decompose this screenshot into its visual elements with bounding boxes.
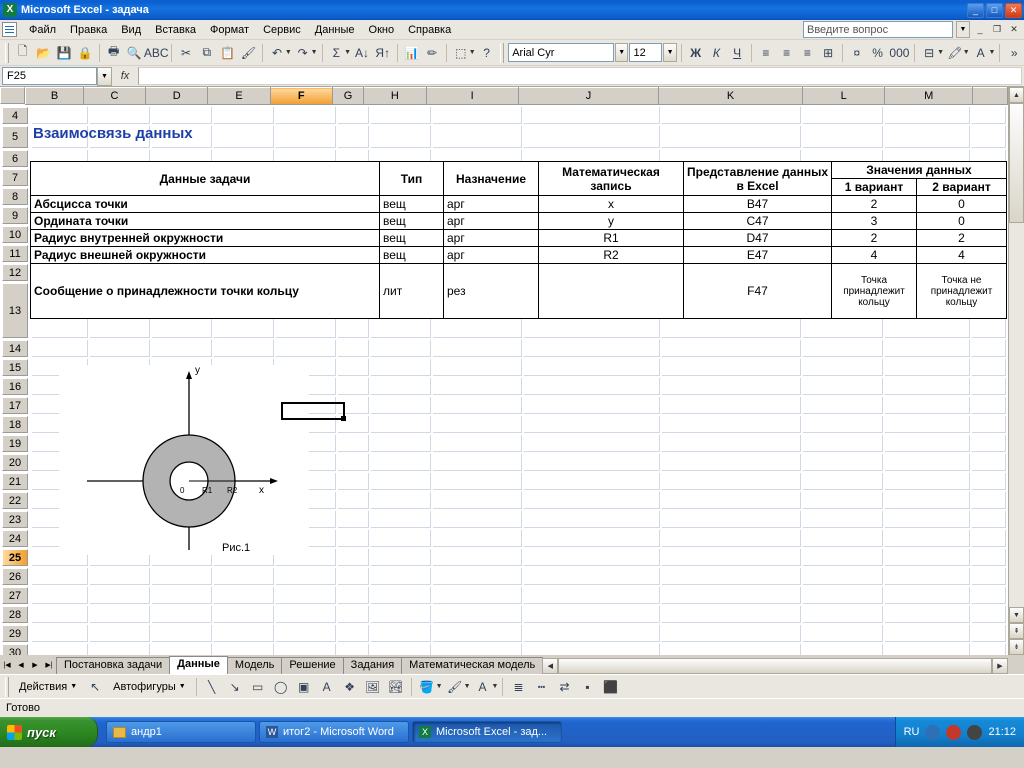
- status-text: Готово: [6, 702, 40, 714]
- drawing-icon[interactable]: ✏: [427, 45, 438, 60]
- taskbar-item-label: андр1: [131, 726, 162, 738]
- header-data-task: Данные задачи: [31, 162, 380, 196]
- formula-bar: [0, 66, 1024, 87]
- line-style-icon[interactable]: ≣: [513, 679, 524, 694]
- row-header-7[interactable]: 7: [2, 169, 28, 186]
- row-header-15[interactable]: 15: [2, 359, 28, 376]
- spreadsheet-area: [0, 87, 1024, 655]
- percent-icon[interactable]: %: [872, 45, 883, 60]
- row-header-10[interactable]: 10: [2, 226, 28, 243]
- vertical-scrollbar[interactable]: [1008, 87, 1024, 655]
- autoshapes-label: Автофигуры: [113, 680, 176, 693]
- bold-button[interactable]: Ж: [690, 45, 702, 60]
- task-buttons: [106, 721, 895, 743]
- header-variant-1: 1 вариант: [832, 179, 917, 196]
- sheet-tab-postanovka[interactable]: Постановка задачи: [56, 657, 170, 674]
- drawing-toolbar: Действия ▼ ↖ Автофигуры ▼ ╲ ↘ ▭ ◯ ▣ A ❖ 🖼 🏞 🪣 ▼ 🖌 ▼ A ▼ ≣ ┅ ⇄ ▪ ⬛: [0, 674, 1024, 698]
- menu-item-tools[interactable]: Сервис: [263, 23, 301, 36]
- row-math: R2: [539, 247, 684, 264]
- sheet-tab-reshenie[interactable]: Решение: [281, 657, 343, 674]
- row-header-14[interactable]: 14: [2, 340, 28, 357]
- undo-icon[interactable]: ↶: [271, 45, 283, 60]
- row-header-16[interactable]: 16: [2, 378, 28, 395]
- row-header-27[interactable]: 27: [2, 587, 28, 604]
- chart-wizard-icon[interactable]: 📊: [403, 45, 419, 60]
- italic-button[interactable]: К: [712, 45, 720, 60]
- row-type: вещ: [380, 213, 444, 230]
- row-excel: D47: [684, 230, 832, 247]
- start-button[interactable]: [0, 717, 98, 747]
- insert-function-icon[interactable]: fx: [120, 70, 130, 82]
- svg-text:x: x: [259, 485, 264, 496]
- row-variant-2: Точка не принадлежит кольцу: [917, 264, 1007, 319]
- row-math: [539, 264, 684, 319]
- row-header-12[interactable]: 12: [2, 264, 28, 281]
- 3d-style-icon[interactable]: ⬛: [603, 679, 618, 694]
- scroll-down-icon[interactable]: ▼: [1009, 607, 1024, 623]
- line-icon[interactable]: ╲: [208, 679, 216, 694]
- next-page-icon[interactable]: ⇟: [1009, 639, 1024, 655]
- svg-text:y: y: [195, 365, 200, 376]
- format-painter-icon[interactable]: 🖌: [240, 45, 256, 60]
- ring-diagram-svg: [59, 365, 309, 555]
- arrow-icon[interactable]: ↘: [229, 679, 240, 694]
- row-type: вещ: [380, 247, 444, 264]
- menu-right-group: [803, 21, 1024, 38]
- toolbar-grip[interactable]: [5, 43, 9, 63]
- folder-icon: [113, 727, 126, 738]
- table-header-row: [31, 162, 1007, 179]
- draw-actions-menu[interactable]: Действия ▼: [19, 680, 78, 693]
- row-header-30[interactable]: 30: [2, 644, 28, 655]
- column-header-M[interactable]: M: [885, 88, 973, 105]
- font-size-input[interactable]: 12: [629, 43, 662, 62]
- font-name-input[interactable]: Arial Cyr: [508, 43, 614, 62]
- svg-text:R1: R1: [202, 486, 213, 495]
- arrow-style-icon[interactable]: ⇄: [559, 679, 570, 694]
- row-header-29[interactable]: 29: [2, 625, 28, 642]
- picture-icon[interactable]: 🏞: [388, 679, 404, 694]
- column-header-C[interactable]: C: [83, 88, 145, 105]
- font-size-chevron-down-icon[interactable]: ▼: [663, 43, 677, 62]
- row-purpose: арг: [444, 247, 539, 264]
- rectangle-icon[interactable]: ▭: [252, 679, 264, 694]
- row-variant-1: 2: [832, 196, 917, 213]
- font-color-icon[interactable]: A: [976, 45, 985, 60]
- row-variant-1: 2: [832, 230, 917, 247]
- prev-page-icon[interactable]: ⇞: [1009, 623, 1024, 639]
- row-purpose: арг: [444, 230, 539, 247]
- row-header-18[interactable]: 18: [2, 416, 28, 433]
- new-icon[interactable]: 🗋: [17, 44, 28, 58]
- chevron-down-icon[interactable]: ▼: [956, 21, 970, 38]
- row-type: вещ: [380, 230, 444, 247]
- align-right-icon[interactable]: ≡: [803, 45, 811, 60]
- standard-toolbar: 🗋 📂 💾 🔒 🖶 🔍 ABC ✂ ⧉ 📋 🖌 ↶ ▼ ↷ ▼ Σ ▼ A↓ Я↑ 📊 ✏ ⬚ ▼ ? Arial Cyr ▼ 12 ▼ Ж К Ч ≡ ≡ ≡ ⊞ ¤ % 000 ⊟ ▼ 🖍 ▼ A ▼ »: [0, 40, 1024, 66]
- taskbar-item-label: Microsoft Excel - зад...: [436, 726, 548, 738]
- diagram-icon[interactable]: ❖: [344, 679, 356, 694]
- menu-item-file[interactable]: Файл: [29, 23, 57, 36]
- menu-item-edit[interactable]: Правка: [70, 23, 108, 36]
- row-header-6[interactable]: 6: [2, 150, 28, 167]
- select-all-corner[interactable]: [0, 87, 25, 104]
- header-purpose: Назначение: [444, 162, 539, 196]
- column-header-H[interactable]: H: [364, 88, 426, 105]
- column-header-E[interactable]: E: [208, 88, 270, 105]
- svg-text:R2: R2: [227, 486, 238, 495]
- table-row[interactable]: [31, 213, 1007, 230]
- oval-icon[interactable]: ◯: [273, 679, 288, 694]
- prev-sheet-icon[interactable]: ◀: [14, 656, 28, 673]
- select-objects-icon[interactable]: ↖: [90, 679, 101, 694]
- column-header-J[interactable]: J: [518, 88, 659, 105]
- align-left-icon[interactable]: ≡: [762, 45, 770, 60]
- row-name: Сообщение о принадлежности точки кольцу: [31, 264, 380, 319]
- column-header-K[interactable]: K: [659, 88, 803, 105]
- menu-bar: [0, 20, 1024, 40]
- row-excel: B47: [684, 196, 832, 213]
- row-variant-1: 4: [832, 247, 917, 264]
- sheet-tab-zadaniya[interactable]: Задания: [343, 657, 402, 674]
- spelling-icon[interactable]: ABC: [143, 45, 169, 60]
- row-name: Абсцисса точки: [31, 196, 380, 213]
- table-row[interactable]: [31, 247, 1007, 264]
- textbox-icon[interactable]: ▣: [298, 679, 310, 694]
- row-name: Радиус внутренней окружности: [31, 230, 380, 247]
- column-header-I[interactable]: I: [426, 88, 518, 105]
- align-center-icon[interactable]: ≡: [783, 45, 791, 60]
- row-header-4[interactable]: 4: [2, 107, 28, 124]
- column-header-extra[interactable]: [972, 88, 1007, 105]
- row-excel: C47: [684, 213, 832, 230]
- table-row[interactable]: [31, 196, 1007, 213]
- row-variant-1: 3: [832, 213, 917, 230]
- sheet-tab-mat-model[interactable]: Математическая модель: [401, 657, 543, 674]
- taskbar-item-word[interactable]: [259, 721, 409, 743]
- shadow-style-icon[interactable]: ▪: [585, 679, 590, 694]
- row-purpose: рез: [444, 264, 539, 319]
- row-math: y: [539, 213, 684, 230]
- excel-icon: X: [419, 726, 431, 738]
- window-title: Microsoft Excel - задача: [21, 4, 149, 16]
- svg-text:Рис.1: Рис.1: [222, 542, 251, 554]
- borders-icon[interactable]: ⊟: [924, 45, 935, 60]
- clock[interactable]: 21:12: [988, 726, 1016, 738]
- sort-desc-icon[interactable]: Я↑: [375, 45, 391, 60]
- menu-item-window[interactable]: Окно: [368, 23, 395, 36]
- formula-input[interactable]: [138, 67, 1022, 85]
- table-row[interactable]: [31, 230, 1007, 247]
- currency-icon[interactable]: ¤: [853, 45, 861, 60]
- font-color-draw-icon[interactable]: A: [478, 679, 487, 694]
- sheet-tab-model[interactable]: Модель: [227, 657, 282, 674]
- cells-area[interactable]: [30, 105, 1008, 655]
- sheet-title: Взаимосвязь данных: [33, 125, 193, 142]
- row-header-17[interactable]: 17: [2, 397, 28, 414]
- permission-icon[interactable]: 🔒: [77, 45, 93, 60]
- column-header-B[interactable]: B: [26, 88, 83, 105]
- status-bar: [0, 698, 1024, 717]
- open-icon[interactable]: 📂: [35, 45, 51, 60]
- help-icon[interactable]: ?: [483, 45, 490, 60]
- column-headers: [25, 87, 1008, 105]
- formatting-toolbar-grip[interactable]: [500, 43, 504, 63]
- row-header-24[interactable]: 24: [2, 530, 28, 547]
- dash-style-icon[interactable]: ┅: [537, 679, 546, 694]
- name-box[interactable]: F25: [2, 67, 97, 85]
- column-header-F[interactable]: F: [270, 88, 332, 105]
- sheet-tab-dannye[interactable]: Данные: [169, 656, 228, 674]
- toolbar-options-icon[interactable]: »: [1010, 45, 1018, 60]
- row-header-21[interactable]: 21: [2, 473, 28, 490]
- row-header-23[interactable]: 23: [2, 511, 28, 528]
- row-header-19[interactable]: 19: [2, 435, 28, 452]
- volume-icon[interactable]: [967, 725, 982, 740]
- taskbar: [0, 717, 1024, 747]
- taskbar-item-label: итог2 - Microsoft Word: [283, 726, 394, 738]
- row-header-25[interactable]: 25: [2, 549, 28, 566]
- row-name: Ордината точки: [31, 213, 380, 230]
- row-header-20[interactable]: 20: [2, 454, 28, 471]
- doc-close-button[interactable]: ✕: [1010, 23, 1018, 34]
- word-icon: W: [267, 727, 277, 737]
- merge-cells-icon[interactable]: ⊞: [823, 45, 834, 60]
- row-purpose: арг: [444, 213, 539, 230]
- row-header-22[interactable]: 22: [2, 492, 28, 509]
- row-purpose: арг: [444, 196, 539, 213]
- doc-restore-button[interactable]: ❐: [992, 23, 1002, 34]
- maximize-button[interactable]: □: [986, 3, 1003, 18]
- taskbar-item-excel[interactable]: [412, 721, 562, 743]
- autoshapes-menu[interactable]: Автофигуры ▼: [113, 680, 186, 693]
- menu-item-insert[interactable]: Вставка: [155, 23, 197, 36]
- copy-icon[interactable]: ⧉: [202, 45, 212, 59]
- document-icon: [2, 22, 17, 37]
- data-table: [30, 161, 1007, 319]
- draw-actions-label: Действия: [19, 680, 68, 693]
- doc-minimize-button[interactable]: _: [977, 23, 983, 34]
- ask-question-input[interactable]: Введите вопрос: [803, 21, 953, 38]
- redo-icon[interactable]: ↷: [297, 45, 308, 60]
- underline-button[interactable]: Ч: [733, 45, 742, 60]
- autosum-icon[interactable]: Σ: [332, 45, 340, 60]
- column-header-D[interactable]: D: [146, 88, 208, 105]
- first-sheet-icon[interactable]: |◀: [0, 656, 14, 673]
- active-cell-selection[interactable]: [281, 402, 345, 420]
- last-sheet-icon[interactable]: ▶|: [42, 656, 56, 673]
- row-excel: E47: [684, 247, 832, 264]
- zoom-icon[interactable]: ⬚: [455, 45, 467, 60]
- row-variant-1: Точка принадлежит кольцу: [832, 264, 917, 319]
- row-header-13[interactable]: 13: [2, 283, 28, 338]
- svg-text:0: 0: [180, 486, 185, 495]
- next-sheet-icon[interactable]: ▶: [28, 656, 42, 673]
- minimize-button[interactable]: _: [967, 3, 984, 18]
- vertical-scroll-thumb[interactable]: [1009, 103, 1024, 223]
- row-math: R1: [539, 230, 684, 247]
- print-icon[interactable]: 🖶: [107, 44, 120, 58]
- system-tray: [895, 717, 1024, 747]
- fill-color-draw-icon[interactable]: 🪣: [419, 679, 435, 694]
- windows-logo-icon: [7, 725, 22, 740]
- start-label: пуск: [27, 724, 56, 740]
- row-header-5[interactable]: 5: [2, 126, 28, 148]
- column-header-L[interactable]: L: [802, 88, 885, 105]
- paste-icon[interactable]: 📋: [220, 45, 236, 60]
- excel-icon: X: [3, 3, 17, 17]
- sheet-tab-bar: [0, 655, 1024, 674]
- sheet-grid[interactable]: [0, 87, 1008, 655]
- row-name: Радиус внешней окружности: [31, 247, 380, 264]
- header-variant-2: 2 вариант: [917, 179, 1007, 196]
- taskbar-item-folder[interactable]: [106, 721, 256, 743]
- table-row[interactable]: [31, 264, 1007, 319]
- name-box-chevron-down-icon[interactable]: ▼: [97, 67, 112, 86]
- window-controls: [967, 3, 1022, 18]
- save-icon[interactable]: 💾: [56, 45, 72, 60]
- column-header-G[interactable]: G: [332, 88, 363, 105]
- ring-diagram[interactable]: [59, 365, 309, 555]
- row-header-28[interactable]: 28: [2, 606, 28, 623]
- menu-item-help[interactable]: Справка: [408, 23, 452, 36]
- font-name-chevron-down-icon[interactable]: ▼: [615, 43, 629, 62]
- print-preview-icon[interactable]: 🔍: [126, 45, 142, 60]
- sort-asc-icon[interactable]: A↓: [354, 45, 369, 60]
- fill-color-icon[interactable]: 🖍: [947, 45, 963, 60]
- row-excel: F47: [684, 264, 832, 319]
- cut-icon[interactable]: ✂: [181, 45, 192, 60]
- close-button[interactable]: ✕: [1005, 3, 1022, 18]
- menu-item-format[interactable]: Формат: [210, 23, 250, 36]
- row-header-9[interactable]: 9: [2, 207, 28, 224]
- header-type: Тип: [380, 162, 444, 196]
- network-icon[interactable]: [925, 725, 940, 740]
- header-math: Математическая запись: [539, 162, 684, 196]
- row-variant-2: 0: [917, 196, 1007, 213]
- row-type: лит: [380, 264, 444, 319]
- row-type: вещ: [380, 196, 444, 213]
- row-math: x: [539, 196, 684, 213]
- wordart-icon[interactable]: A: [322, 679, 331, 694]
- drawing-toolbar-grip[interactable]: [5, 677, 9, 697]
- row-header-11[interactable]: 11: [2, 245, 28, 262]
- antivirus-icon[interactable]: [946, 725, 961, 740]
- row-variant-2: 0: [917, 213, 1007, 230]
- header-values: Значения данных: [832, 162, 1007, 179]
- scroll-right-icon[interactable]: ▶: [992, 658, 1008, 674]
- clipart-icon[interactable]: 🖼: [365, 679, 381, 694]
- scroll-up-icon[interactable]: ▲: [1009, 87, 1024, 103]
- menu-item-view[interactable]: Вид: [121, 23, 142, 36]
- tab-nav-buttons: [0, 656, 56, 674]
- horizontal-scroll-thumb[interactable]: [558, 658, 992, 674]
- row-header-26[interactable]: 26: [2, 568, 28, 585]
- row-variant-2: 2: [917, 230, 1007, 247]
- row-headers: [0, 105, 30, 655]
- horizontal-scrollbar[interactable]: [542, 658, 1008, 674]
- scroll-left-icon[interactable]: ◀: [542, 658, 558, 674]
- row-header-8[interactable]: 8: [2, 188, 28, 205]
- menu-item-data[interactable]: Данные: [314, 23, 355, 36]
- line-color-draw-icon[interactable]: 🖌: [446, 679, 463, 694]
- language-indicator[interactable]: RU: [903, 726, 920, 738]
- row-variant-2: 4: [917, 247, 1007, 264]
- title-bar: [0, 0, 1024, 20]
- header-excel: Представление данных в Excel: [684, 162, 832, 196]
- comma-style-icon[interactable]: 000: [889, 45, 910, 60]
